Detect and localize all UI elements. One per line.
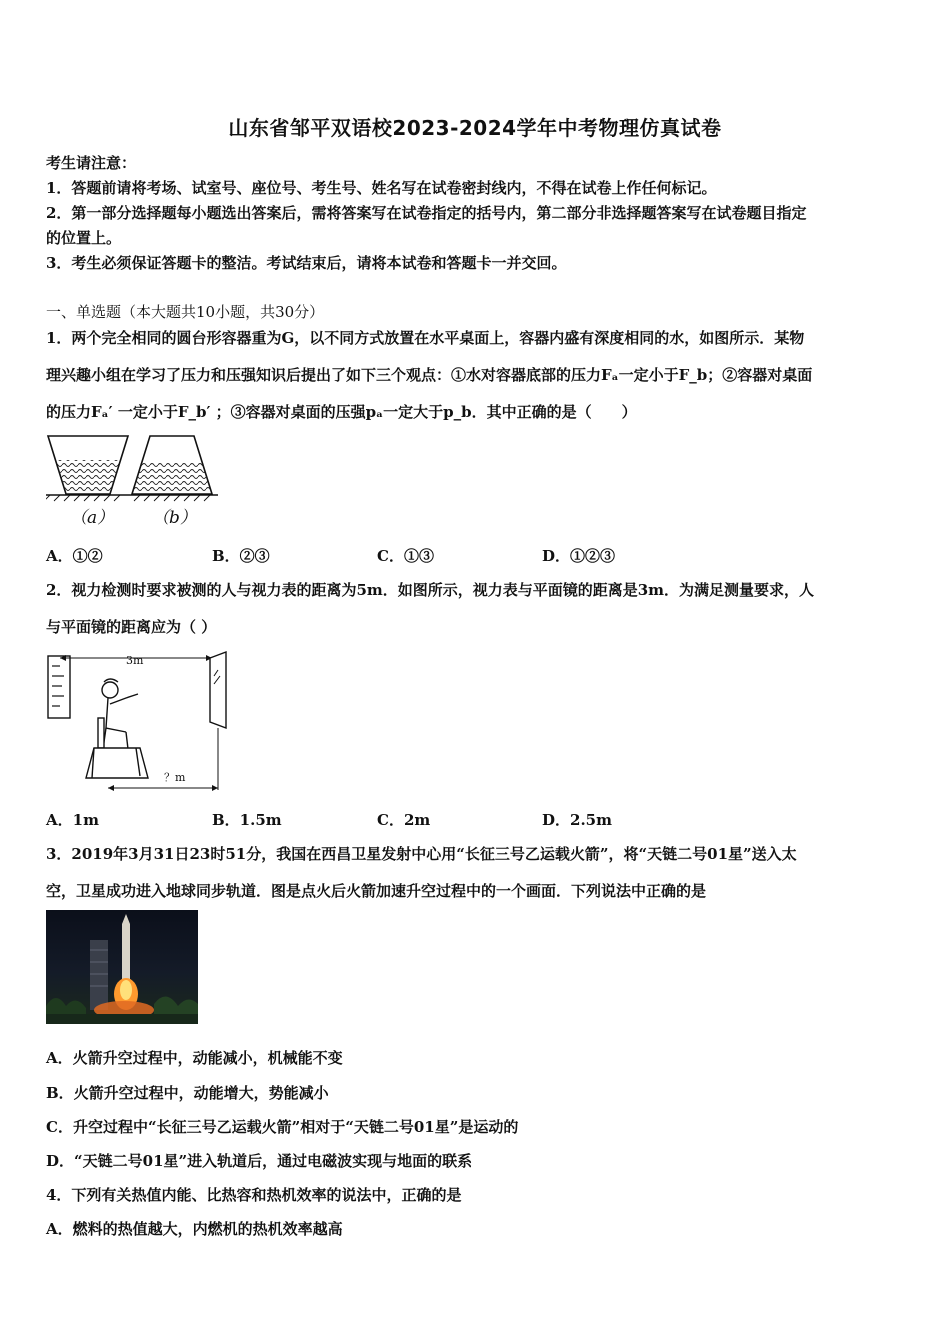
q3-option-a[interactable]: A．火箭升空过程中，动能减小，机械能不变 [46,1049,343,1067]
q1-option-b[interactable]: B．②③ [212,547,270,565]
q3-option-c[interactable]: C．升空过程中“长征三号乙运载火箭”相对于“天链二号01星”是运动的 [46,1118,519,1136]
notice-item-1: 1．答题前请将考场、试室号、座位号、考生号、姓名写在试卷密封线内，不得在试卷上作任何标记。 [46,179,717,197]
q2-option-c[interactable]: C．2m [377,811,431,829]
page-title: 山东省邹平双语校2023-2024学年中考物理仿真试卷 [228,116,722,140]
q3-option-b[interactable]: B．火箭升空过程中，动能增大，势能减小 [46,1084,329,1102]
notice-heading: 考生请注意： [46,154,137,172]
seated-person [86,679,148,778]
q2-option-b[interactable]: B．1.5m [212,811,282,829]
eye-chart [48,656,70,718]
notice-item-3: 3．考生必须保证答题卡的整洁。考试结束后，请将本试卷和答题卡一并交回。 [46,254,567,272]
section-heading: 一、单选题（本大题共10小题，共30分） [46,303,325,321]
q1-option-d[interactable]: D．①②③ [542,547,616,565]
plane-mirror [210,652,226,728]
notice-item-2-cont: 的位置上。 [46,229,122,247]
dimension-label-top: 3m [126,654,144,667]
q3-option-d[interactable]: D．“天链二号01星”进入轨道后，通过电磁波实现与地面的联系 [46,1152,473,1170]
fig-label-a: （a） [70,508,115,528]
fig-label-b: （b） [152,508,197,528]
q1-option-c[interactable]: C．①③ [377,547,434,565]
q4-option-a[interactable]: A．燃料的热值越大，内燃机的热机效率越高 [46,1220,343,1238]
q2-line-2: 与平面镜的距离应为（ ） [46,618,217,636]
q2-option-d[interactable]: D．2.5m [542,811,612,829]
notice-item-2: 2．第一部分选择题每小题选出答案后，需将答案写在试卷指定的括号内，第二部分非选择题答案写在试卷题目指定 [46,204,807,222]
q3-line-2: 空，卫星成功进入地球同步轨道．图是点火后火箭加速升空过程中的一个画面．下列说法中正确的是 [46,882,707,900]
q4-line-1: 4．下列有关热值内能、比热容和热机效率的说法中，正确的是 [46,1186,462,1204]
q2-option-a[interactable]: A．1m [46,811,99,829]
rocket-launch-photo [46,910,198,1024]
q1-line-3: 的压力Fₐ′ 一定小于F_b′ ；③容器对桌面的压强pₐ一定大于p_b．其中正确的是（ ） [46,403,637,421]
q1-option-a[interactable]: A．①② [46,547,103,565]
q2-line-1: 2．视力检测时要求被测的人与视力表的距离为5m．如图所示，视力表与平面镜的距离是3m．为满足测量要求，人 [46,581,815,599]
q1-line-1: 1．两个完全相同的圆台形容器重为G，以不同方式放置在水平桌面上，容器内盛有深度相同的水，如图所示．某物 [46,329,805,347]
q2-eye-test-figure [46,648,234,794]
q3-line-1: 3．2019年3月31日23时51分，我国在西昌卫星发射中心用“长征三号乙运载火箭”，将“天链二号01星”送入太 [46,845,797,863]
q1-containers-figure [46,432,221,530]
q1-line-2: 理兴趣小组在学习了压力和压强知识后提出了如下三个观点：①水对容器底部的压力Fₐ一定小于F_b；②容器对桌面 [46,366,813,384]
dimension-label-bottom: ？m [164,771,186,784]
